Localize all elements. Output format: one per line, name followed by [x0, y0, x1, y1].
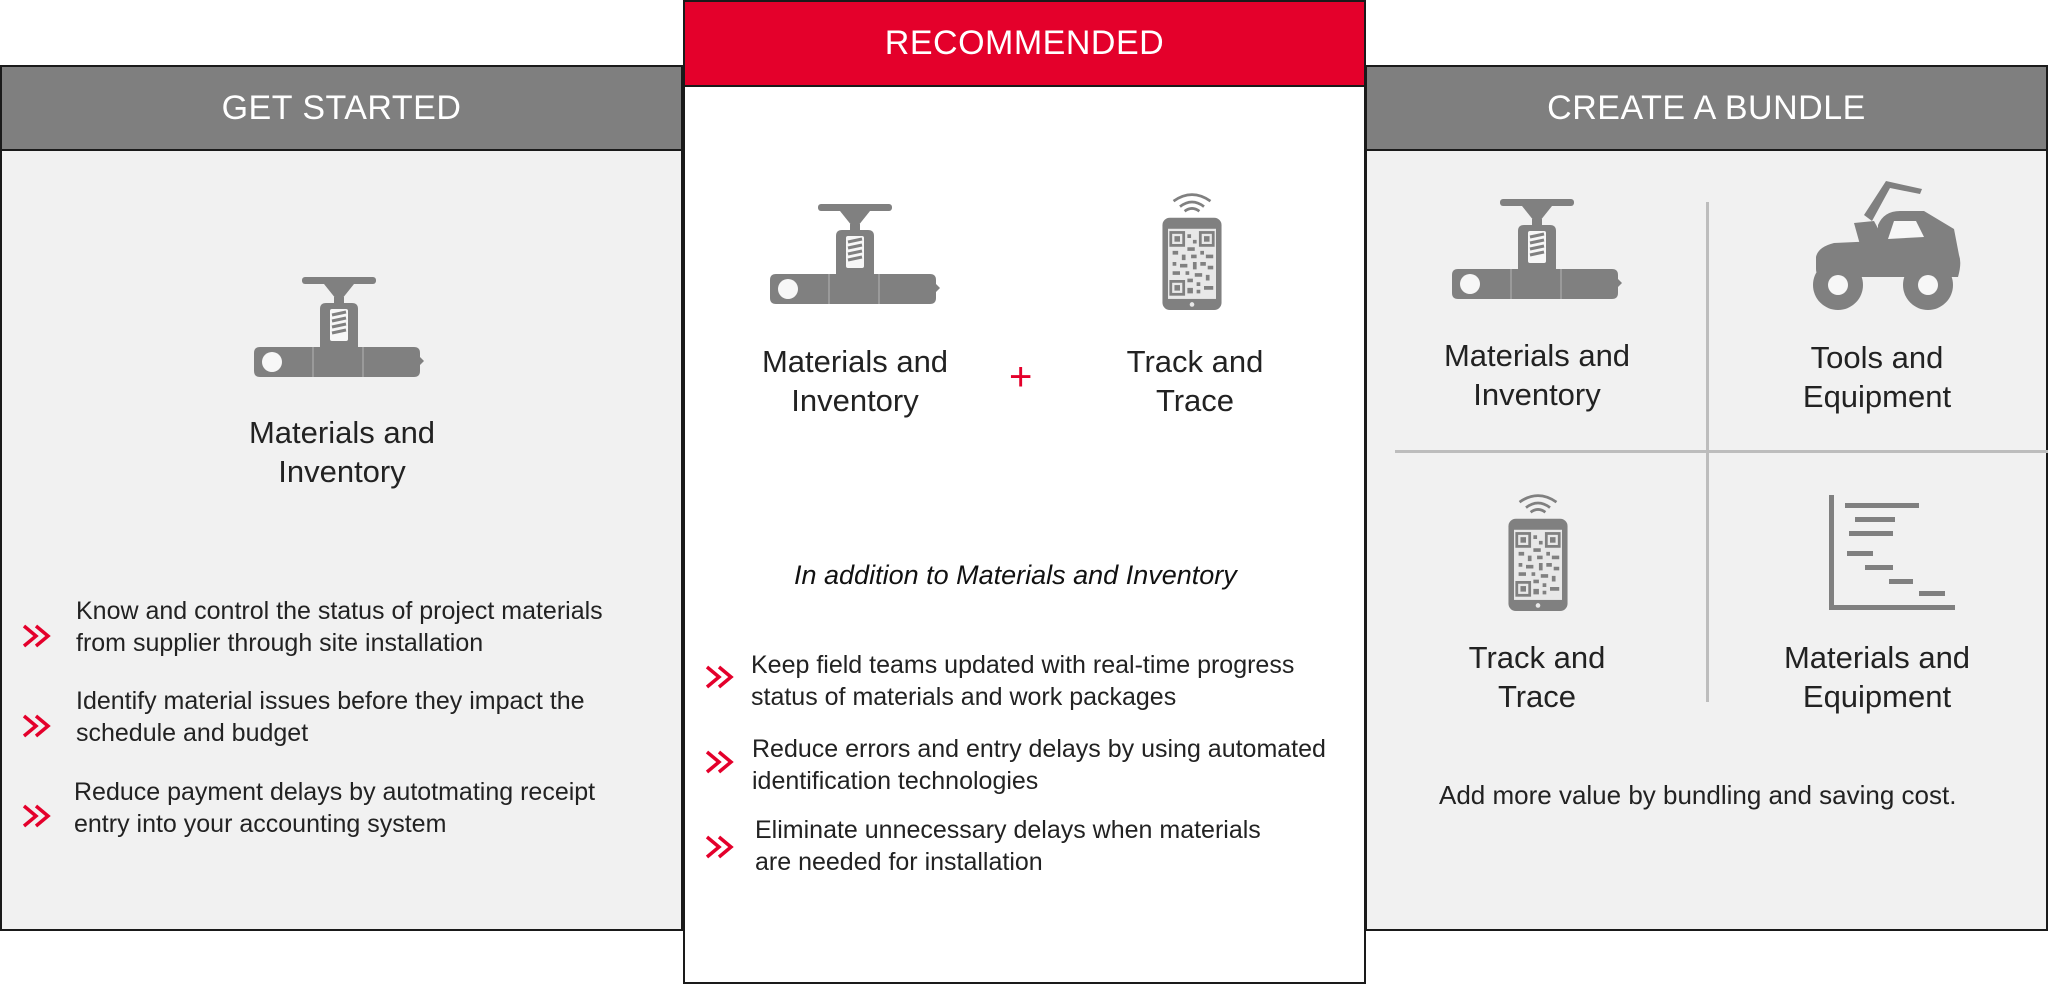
bundle-item-label: Track and Trace — [1468, 640, 1606, 714]
double-chevron-icon — [705, 663, 739, 691]
telehandler-icon — [1804, 177, 1964, 312]
bundle-item-label: Materials and Equipment — [1783, 640, 1971, 714]
bundle-header: CREATE A BUNDLE — [1367, 67, 2046, 151]
valve-icon — [254, 277, 424, 387]
bullet-text: Reduce payment delays by autotmating receipt entry into your accounting system — [74, 778, 596, 838]
phone-qr-icon — [1157, 190, 1227, 310]
plus-sign: + — [1009, 355, 1033, 399]
double-chevron-icon — [705, 748, 739, 776]
valve-icon — [770, 204, 940, 314]
valve-icon — [1452, 199, 1622, 309]
recommended-header: RECOMMENDED — [685, 2, 1364, 87]
double-chevron-icon — [22, 622, 56, 650]
bundle-item-label: Materials and Inventory — [1443, 338, 1631, 412]
product-label-right: Track and Trace — [1126, 344, 1264, 418]
bundle-tagline: Add more value by bundling and saving cost. — [1439, 780, 1957, 810]
product-label: Materials and Inventory — [248, 415, 436, 489]
recommended-subtitle: In addition to Materials and Inventory — [794, 560, 1237, 590]
bullet-text: Keep field teams updated with real-time progress status of materials and work packages — [751, 651, 1295, 711]
bullet-text: Reduce errors and entry delays by using automated identification technologies — [752, 735, 1326, 795]
bundle-panel — [1365, 65, 2048, 931]
product-label-left: Materials and Inventory — [761, 344, 949, 418]
gantt-chart-icon — [1825, 495, 1955, 610]
bullet-text: Know and control the status of project materials from supplier through site installation — [76, 597, 603, 657]
recommended-panel — [683, 0, 1366, 984]
bundle-item-label: Tools and Equipment — [1802, 340, 1952, 414]
double-chevron-icon — [22, 712, 56, 740]
bullet-text: Identify material issues before they impact the schedule and budget — [76, 687, 585, 747]
get-started-header: GET STARTED — [2, 67, 681, 151]
double-chevron-icon — [22, 802, 56, 830]
bullet-text: Eliminate unnecessary delays when materials are needed for installation — [755, 816, 1261, 876]
grid-divider-horizontal — [1395, 450, 2048, 453]
phone-qr-icon — [1503, 491, 1573, 611]
get-started-panel — [0, 65, 683, 931]
double-chevron-icon — [705, 833, 739, 861]
